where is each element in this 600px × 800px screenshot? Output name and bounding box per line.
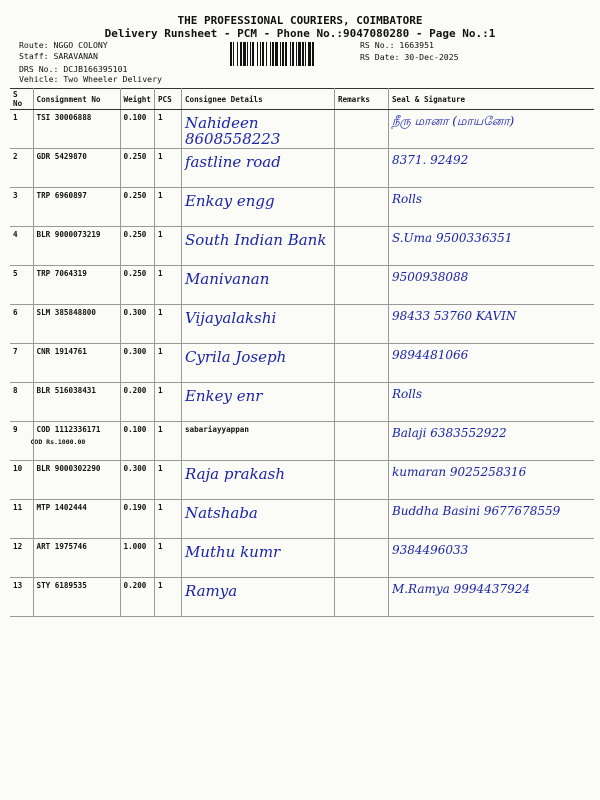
header-consignment: Consignment No [33,89,120,110]
cell-sno: 1 [10,110,33,149]
cell-pcs: 1 [154,110,181,149]
table-row [10,500,594,539]
cell-remarks [334,305,388,344]
cell-sno: 5 [10,266,33,305]
table-row [10,266,594,305]
consignee-handwriting: Manivanan [184,270,270,288]
cod-amount: COD Rs.1000.00 [30,438,86,446]
consignee-handwriting: Ramya [184,582,238,600]
drs-label: DRS No.: DCJB166395101 [19,64,128,74]
cell-consignee [181,266,334,305]
runsheet-subtitle: Delivery Runsheet - PCM - Phone No.:9047080280 - Page No.:1 [104,27,496,40]
cell-sno: 4 [10,227,33,266]
cell-sno: 3 [10,188,33,227]
cell-signature [388,266,594,305]
cell-sno: 2 [10,149,33,188]
cell-consignee [181,110,334,149]
cell-weight: 0.250 [120,188,154,227]
header-consignee: Consignee Details [181,89,334,110]
signature-handwriting: S.Uma 9500336351 [391,231,513,245]
consignee-handwriting: South Indian Bank [184,231,327,249]
cell-weight: 0.250 [120,227,154,266]
signature-handwriting: 9500938088 [391,270,469,284]
table-row [10,227,594,266]
cell-consignee [181,461,334,500]
header-pcs: PCS [154,89,181,110]
cell-pcs: 1 [154,227,181,266]
signature-handwriting: M.Ramya 9994437924 [391,582,530,596]
signature-handwriting: 98433 53760 KAVIN [391,309,517,323]
table-row [10,422,594,461]
table-row [10,578,594,617]
signature-handwriting: 9894481066 [391,348,469,362]
cell-remarks [334,266,388,305]
cell-pcs: 1 [154,266,181,305]
cell-sno: 11 [10,500,33,539]
table-row [10,539,594,578]
consignee-handwriting: fastline road [184,153,281,171]
cell-pcs: 1 [154,305,181,344]
consignee-handwriting: Vijayalakshi [184,309,277,327]
cell-remarks [334,539,388,578]
signature-handwriting: kumaran 9025258316 [391,465,527,479]
cell-signature [388,383,594,422]
cell-remarks [334,383,388,422]
consignee-handwriting: Nahideen 8608558223 [184,114,281,148]
consignee-handwriting: Muthu kumr [184,543,281,561]
cell-consignee [181,344,334,383]
cell-consignment: SLM 385848800 [33,305,120,344]
cell-signature [388,422,594,461]
cell-weight: 0.250 [120,266,154,305]
cell-remarks [334,344,388,383]
header-weight: Weight [120,89,154,110]
vehicle-label: Vehicle: Two Wheeler Delivery [19,74,162,84]
signature-handwriting: Rolls [391,387,423,401]
cell-consignee [181,227,334,266]
cell-consignee [181,578,334,617]
cell-remarks [334,461,388,500]
cell-weight: 0.300 [120,344,154,383]
staff-label: Staff: SARAVANAN [19,51,98,61]
cell-pcs: 1 [154,344,181,383]
cell-signature [388,461,594,500]
table-row [10,305,594,344]
cell-consignment: GDR 5429870 [33,149,120,188]
header-remarks: Remarks [334,89,388,110]
cell-weight: 0.250 [120,149,154,188]
barcode-image [230,42,356,66]
table-header-row [10,89,594,110]
consignee-handwriting: Enkey enr [184,387,263,405]
cell-consignee [181,539,334,578]
cell-weight: 0.100 [120,422,154,461]
cell-signature [388,227,594,266]
cell-weight: 0.200 [120,578,154,617]
table-row [10,149,594,188]
cell-pcs: 1 [154,578,181,617]
signature-handwriting: Buddha Basini 9677678559 [391,504,561,518]
cell-consignee: sabariayyappan [181,422,334,461]
cell-consignee [181,305,334,344]
cell-weight: 0.190 [120,500,154,539]
table-row [10,188,594,227]
cell-signature [388,149,594,188]
cell-signature [388,110,594,149]
cell-sno: 13 [10,578,33,617]
cell-consignee [181,149,334,188]
cell-consignment: STY 6189535 [33,578,120,617]
cell-signature [388,188,594,227]
cell-weight: 0.300 [120,305,154,344]
cell-consignment: CNR 1914761 [33,344,120,383]
rs-date: RS Date: 30-Dec-2025 [360,52,459,62]
cell-consignment: TSI 30006888 [33,110,120,149]
cell-remarks [334,149,388,188]
cell-pcs: 1 [154,383,181,422]
cell-consignment: BLR 516038431 [33,383,120,422]
cell-pcs: 1 [154,539,181,578]
cell-consignee [181,188,334,227]
consignment-number: COD 1112336171 [36,425,101,434]
cell-signature [388,305,594,344]
signature-handwriting: Balaji 6383552922 [391,426,507,440]
rs-number: RS No.: 1663951 [360,40,434,50]
cell-pcs: 1 [154,149,181,188]
runsheet-table [10,88,594,617]
cell-signature [388,578,594,617]
table-row [10,110,594,149]
cell-remarks [334,188,388,227]
cell-signature [388,344,594,383]
cell-pcs: 1 [154,461,181,500]
table-row [10,344,594,383]
signature-handwriting: 8371. 92492 [391,153,469,167]
cell-consignment [30,422,120,461]
cell-consignment: ART 1975746 [33,539,120,578]
consignee-handwriting: Cyrila Joseph [184,348,287,366]
signature-handwriting: Rolls [391,192,423,206]
consignee-handwriting: Natshaba [184,504,258,522]
cell-consignee [181,383,334,422]
cell-remarks [334,227,388,266]
cell-pcs: 1 [154,422,181,461]
signature-handwriting: நீரு மானா (மாயனோ) [391,114,515,128]
cell-weight: 0.300 [120,461,154,500]
route-label: Route: NGGO COLONY [19,40,108,50]
cell-consignment: TRP 7064319 [33,266,120,305]
cell-consignment: BLR 9000302290 [33,461,120,500]
cell-pcs: 1 [154,500,181,539]
cell-remarks [334,500,388,539]
cell-sno: 7 [10,344,33,383]
cell-consignment: TRP 6960897 [33,188,120,227]
header-signature: Seal & Signature [388,89,594,110]
cell-weight: 0.100 [120,110,154,149]
cell-sno: 12 [10,539,33,578]
cell-signature [388,539,594,578]
cell-sno: 9 [10,422,33,461]
cell-remarks [334,578,388,617]
cell-weight: 1.000 [120,539,154,578]
cell-remarks [334,422,388,461]
signature-handwriting: 9384496033 [391,543,469,557]
consignee-handwriting: Enkay engg [184,192,275,210]
consignee-handwriting: Raja prakash [184,465,285,483]
cell-sno: 8 [10,383,33,422]
cell-consignment: BLR 9000073219 [33,227,120,266]
table-row [10,461,594,500]
cell-consignment: MTP 1402444 [33,500,120,539]
cell-sno: 6 [10,305,33,344]
cell-consignee [181,500,334,539]
cell-remarks [334,110,388,149]
table-row [10,383,594,422]
cell-signature [388,500,594,539]
company-title: THE PROFESSIONAL COURIERS, COIMBATORE [177,14,423,27]
header-sno: S No [10,89,33,110]
cell-weight: 0.200 [120,383,154,422]
cell-sno: 10 [10,461,33,500]
cell-pcs: 1 [154,188,181,227]
